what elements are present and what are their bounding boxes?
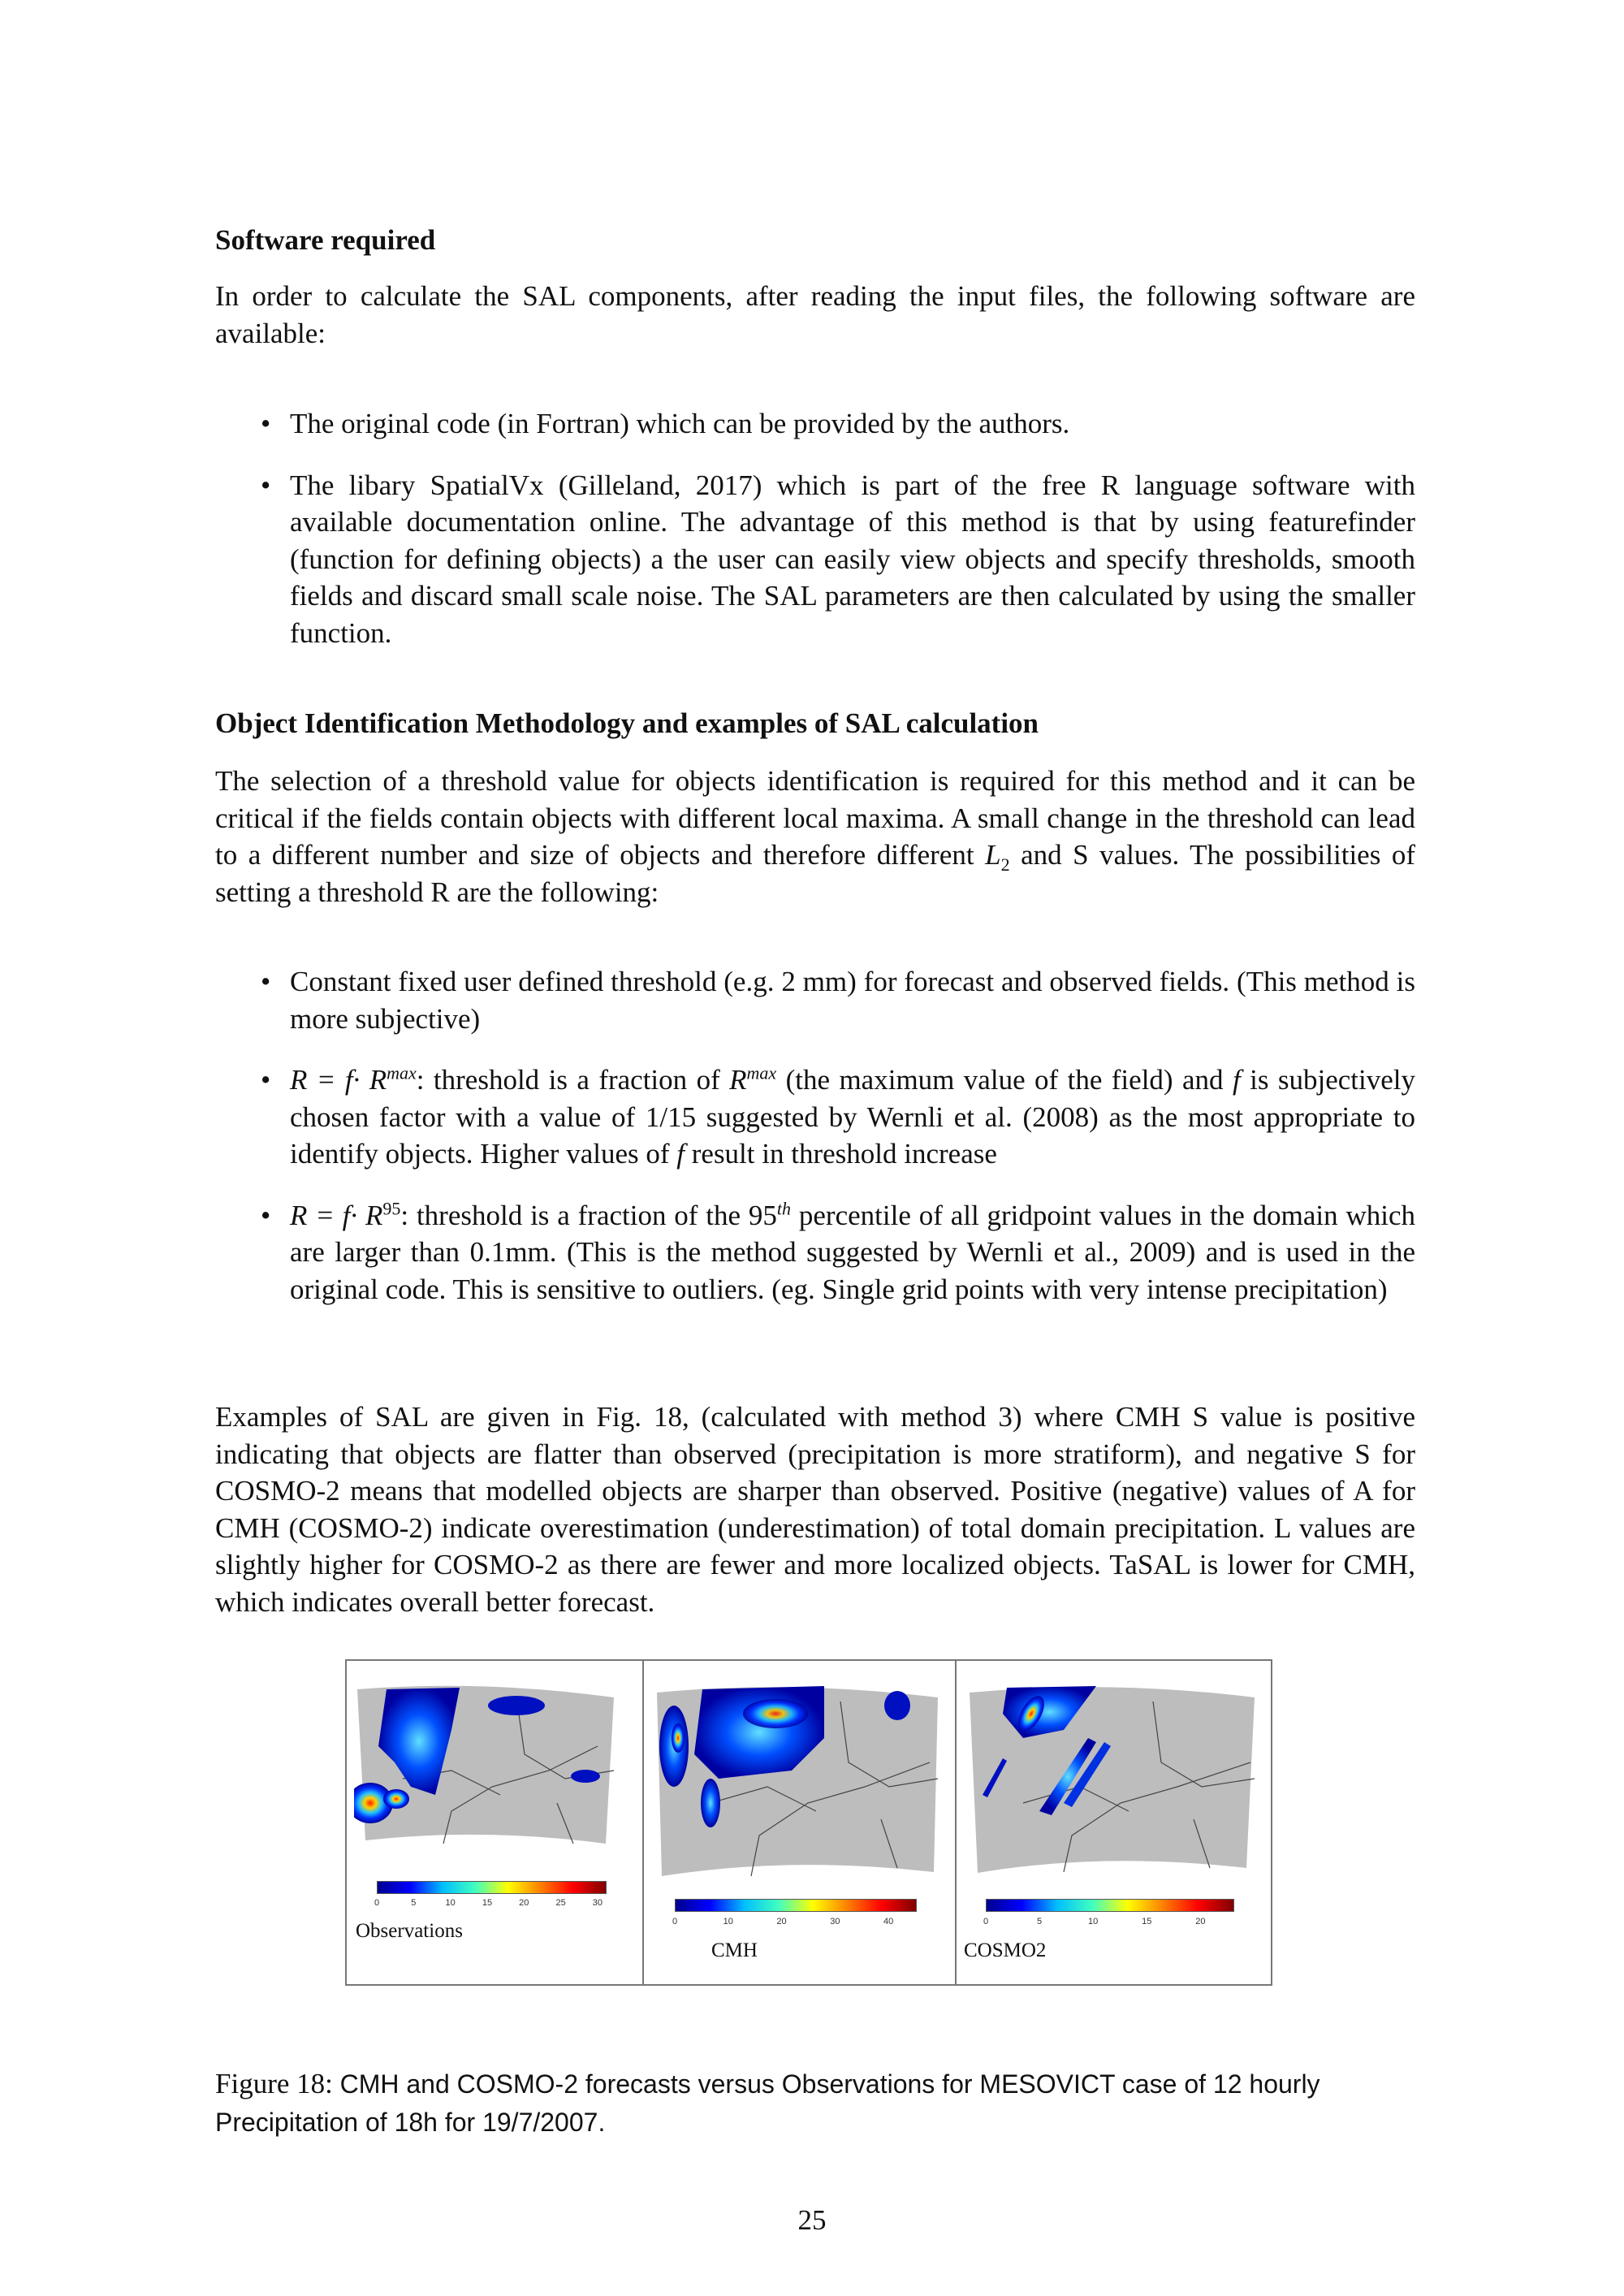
map-cmh <box>654 1681 942 1896</box>
colorbar-tick-label: 10 <box>445 1898 456 1908</box>
section-heading-objects: Object Identification Methodology and examples of SAL calculation <box>215 707 1039 739</box>
objects-intro: The selection of a threshold value for objects identification is required for this method and it can be critical if the fields contain objects with different local maxima. A small change in the threshold can lead to a different number and size of objects and therefore different $L_2$ and S values. The possibilities of setting a threshold R are the following: <box>215 765 1416 908</box>
threshold-list <box>215 963 1415 1332</box>
bullet-icon: • <box>261 469 271 501</box>
panel-divider <box>955 1661 957 1984</box>
panel-label-cosmo2: COSMO2 <box>964 1939 1047 1961</box>
panel-divider <box>642 1661 644 1984</box>
list-item: • $R = f\cdot R^{95}$: threshold is a fraction of the 95th percentile of all gridpoint values in the domain which are larger than 0.1mm. (This is the method suggested by Wernli et al., 2009) and is used in the original code. This is sensitive to outliers. (eg. Single grid points with very intense precipitation) <box>261 1197 1415 1305</box>
software-list <box>215 405 1415 676</box>
list-item: • Constant fixed user defined threshold (e.g. 2 mm) for forecast and observed fields. (This method is more subjective) <box>215 963 1415 1037</box>
map-observations <box>354 1681 622 1876</box>
figure-caption: Figure 18: CMH and COSMO-2 forecasts versus Observations for MESOVICT case of 12 hourly Precipitation of 18h for 19/7/2007. <box>215 2068 1320 2137</box>
software-intro: In order to calculate the SAL components, after reading the input files, the following software are available: <box>215 280 1415 349</box>
list-item: • The libary SpatialVx (Gilleland, 2017) which is part of the free R language software with available documentation online. The advantage of this method is that by using featurefinder (function for defining objects) a the user can easily view objects and specify thresholds, smooth fields and discard small scale noise. The SAL parameters are then calculated by using the smaller function. <box>215 467 1415 652</box>
colorbar-tick-label: 15 <box>1142 1917 1152 1926</box>
colorbar-observations <box>377 1881 607 1894</box>
panel-label-cmh: CMH <box>711 1939 758 1961</box>
colorbar-tick-label: 30 <box>830 1917 840 1926</box>
colorbar-tick-label: 5 <box>1037 1917 1043 1926</box>
colorbar-tick-label: 25 <box>555 1898 566 1908</box>
bullet-icon: • <box>261 408 271 439</box>
colorbar-tick-label: 0 <box>672 1917 678 1926</box>
colorbar-tick-label: 0 <box>983 1917 989 1926</box>
examples-paragraph: Examples of SAL are given in Fig. 18, (calculated with method 3) where CMH S value is positive indicating that objects are flatter than observed (precipitation is more stratiform), and negative S for COSMO-2 means that modelled objects are sharper than observed. Positive (negative) values of A for CMH (COSMO-2) indicate overestimation (underestimation) of total domain precipitation. L values are slightly higher for COSMO-2 as there are fewer and more localized objects. TaSAL is lower for CMH, which indicates overall better forecast. <box>215 1401 1415 1618</box>
colorbar-tick-label: 15 <box>482 1898 493 1908</box>
panel-label-observations: Observations <box>356 1920 463 1942</box>
colorbar-tick-label: 40 <box>883 1917 894 1926</box>
map-cosmo2 <box>966 1681 1259 1888</box>
colorbar-tick-label: 5 <box>411 1898 417 1908</box>
bullet-icon: • <box>261 1064 271 1096</box>
colorbar-tick-label: 10 <box>1088 1917 1099 1926</box>
colorbar-tick-label: 0 <box>374 1898 380 1908</box>
list-item: • The original code (in Fortran) which can be provided by the authors. <box>215 405 1415 443</box>
colorbar-tick-label: 20 <box>776 1917 787 1926</box>
colorbar-cosmo2 <box>986 1899 1234 1912</box>
colorbar-cmh <box>675 1899 917 1912</box>
page-number: 25 <box>797 2204 827 2236</box>
colorbar-tick-label: 20 <box>519 1898 529 1908</box>
colorbar-tick-label: 10 <box>723 1917 733 1926</box>
list-item: • $R = f\cdot R^{max}$: threshold is a fraction of $R^{max}$ (the maximum value of the field) and f is subjectively chosen factor with a value of 1/15 suggested by Wernli et al. (2008) as the most appropriate to identify objects. Higher values of f result in threshold increase <box>261 1062 1415 1170</box>
colorbar-tick-label: 30 <box>592 1898 603 1908</box>
bullet-icon: • <box>261 966 271 997</box>
section-heading-software: Software required <box>215 224 436 256</box>
bullet-icon: • <box>261 1199 271 1231</box>
colorbar-tick-label: 20 <box>1195 1917 1206 1926</box>
